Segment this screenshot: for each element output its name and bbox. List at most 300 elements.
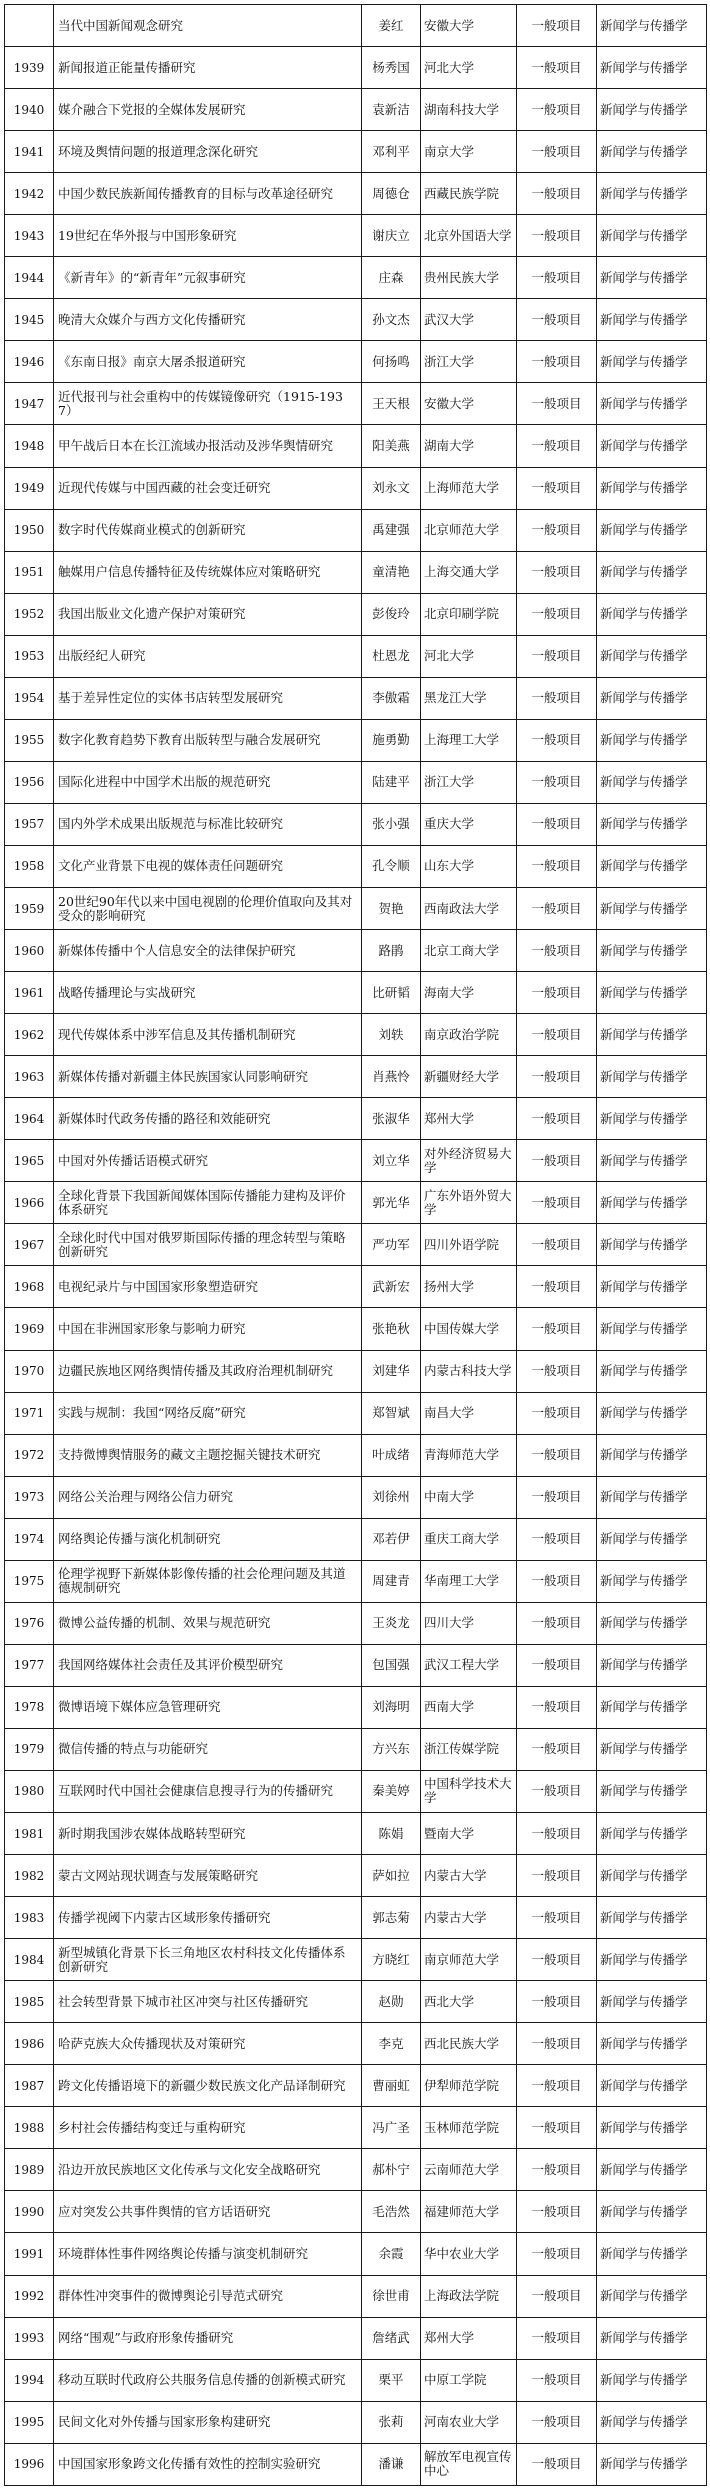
project-title-cell: 数字化教育趋势下教育出版转型与融合发展研究 — [54, 719, 362, 761]
project-category-cell: 一般项目 — [517, 5, 597, 47]
table-row — [5, 1728, 707, 1770]
project-title-cell: 数字时代传媒商业模式的创新研究 — [54, 509, 362, 551]
institution-cell: 黑龙江大学 — [421, 677, 517, 719]
discipline-cell: 新闻学与传播学 — [597, 593, 707, 635]
project-category-cell: 一般项目 — [517, 2149, 597, 2191]
institution-cell: 南京大学 — [421, 131, 517, 173]
project-category-cell: 一般项目 — [517, 972, 597, 1014]
institution-cell: 北京师范大学 — [421, 509, 517, 551]
project-title-cell: 新媒体传播中个人信息安全的法律保护研究 — [54, 930, 362, 972]
table-row — [5, 89, 707, 131]
discipline-cell: 新闻学与传播学 — [597, 2443, 707, 2485]
principal-investigator-cell: 包国强 — [362, 1644, 421, 1686]
table-row — [5, 2401, 707, 2443]
serial-number-cell: 1970 — [5, 1350, 54, 1392]
serial-number-cell: 1960 — [5, 930, 54, 972]
project-category-cell: 一般项目 — [517, 509, 597, 551]
project-category-cell: 一般项目 — [517, 1770, 597, 1812]
project-title-cell: 新时期我国涉农媒体战略转型研究 — [54, 1813, 362, 1855]
serial-number-cell: 1964 — [5, 1098, 54, 1140]
institution-cell: 重庆工商大学 — [421, 1518, 517, 1560]
project-category-cell: 一般项目 — [517, 887, 597, 929]
institution-cell: 上海师范大学 — [421, 467, 517, 509]
serial-number-cell: 1965 — [5, 1140, 54, 1182]
principal-investigator-cell: 潘谦 — [362, 2443, 421, 2485]
institution-cell: 四川外语学院 — [421, 1224, 517, 1266]
table-row — [5, 1644, 707, 1686]
project-title-cell: 环境群体性事件网络舆论传播与演变机制研究 — [54, 2233, 362, 2275]
discipline-cell: 新闻学与传播学 — [597, 2275, 707, 2317]
project-title-cell: 基于差异性定位的实体书店转型发展研究 — [54, 677, 362, 719]
institution-cell: 安徽大学 — [421, 383, 517, 425]
table-row — [5, 131, 707, 173]
discipline-cell: 新闻学与传播学 — [597, 1392, 707, 1434]
project-category-cell: 一般项目 — [517, 2401, 597, 2443]
discipline-cell: 新闻学与传播学 — [597, 1098, 707, 1140]
principal-investigator-cell: 张小强 — [362, 803, 421, 845]
table-row — [5, 887, 707, 929]
project-category-cell: 一般项目 — [517, 677, 597, 719]
principal-investigator-cell: 袁新洁 — [362, 89, 421, 131]
serial-number-cell: 1966 — [5, 1182, 54, 1224]
discipline-cell: 新闻学与传播学 — [597, 1518, 707, 1560]
discipline-cell: 新闻学与传播学 — [597, 1476, 707, 1518]
table-row — [5, 2275, 707, 2317]
project-category-cell: 一般项目 — [517, 2359, 597, 2401]
project-title-cell: 全球化背景下我国新闻媒体国际传播能力建构及评价体系研究 — [54, 1182, 362, 1224]
principal-investigator-cell: 徐世甫 — [362, 2275, 421, 2317]
institution-cell: 扬州大学 — [421, 1266, 517, 1308]
project-title-cell: 近代报刊与社会重构中的传媒镜像研究（1915-1937） — [54, 383, 362, 425]
table-row — [5, 1602, 707, 1644]
serial-number-cell: 1948 — [5, 425, 54, 467]
project-category-cell: 一般项目 — [517, 2191, 597, 2233]
serial-number-cell: 1987 — [5, 2065, 54, 2107]
institution-cell: 河南农业大学 — [421, 2401, 517, 2443]
project-title-cell: 微信传播的特点与功能研究 — [54, 1728, 362, 1770]
serial-number-cell: 1954 — [5, 677, 54, 719]
discipline-cell: 新闻学与传播学 — [597, 1014, 707, 1056]
table-row — [5, 635, 707, 677]
project-title-cell: 媒介融合下党报的全媒体发展研究 — [54, 89, 362, 131]
project-category-cell: 一般项目 — [517, 1098, 597, 1140]
principal-investigator-cell: 毛浩然 — [362, 2191, 421, 2233]
serial-number-cell: 1978 — [5, 1686, 54, 1728]
serial-number-cell: 1956 — [5, 761, 54, 803]
project-category-cell: 一般项目 — [517, 2107, 597, 2149]
project-category-cell: 一般项目 — [517, 215, 597, 257]
serial-number-cell: 1986 — [5, 2023, 54, 2065]
project-category-cell: 一般项目 — [517, 1392, 597, 1434]
principal-investigator-cell: 童清艳 — [362, 551, 421, 593]
principal-investigator-cell: 贺艳 — [362, 887, 421, 929]
project-title-cell: 中国少数民族新闻传播教育的目标与改革途径研究 — [54, 173, 362, 215]
institution-cell: 暨南大学 — [421, 1813, 517, 1855]
discipline-cell: 新闻学与传播学 — [597, 2065, 707, 2107]
project-category-cell: 一般项目 — [517, 2443, 597, 2485]
institution-cell: 上海政法学院 — [421, 2275, 517, 2317]
project-category-cell: 一般项目 — [517, 341, 597, 383]
principal-investigator-cell: 余霞 — [362, 2233, 421, 2275]
project-category-cell: 一般项目 — [517, 2065, 597, 2107]
project-category-cell: 一般项目 — [517, 2023, 597, 2065]
table-row — [5, 1981, 707, 2023]
principal-investigator-cell: 王炎龙 — [362, 1602, 421, 1644]
institution-cell: 玉林师范学院 — [421, 2107, 517, 2149]
serial-number-cell: 1951 — [5, 551, 54, 593]
project-title-cell: 晚清大众媒介与西方文化传播研究 — [54, 299, 362, 341]
table-row — [5, 257, 707, 299]
serial-number-cell: 1988 — [5, 2107, 54, 2149]
table-row — [5, 2443, 707, 2485]
institution-cell: 内蒙古大学 — [421, 1855, 517, 1897]
discipline-cell: 新闻学与传播学 — [597, 1350, 707, 1392]
project-title-cell: 新型城镇化背景下长三角地区农村科技文化传播体系创新研究 — [54, 1939, 362, 1981]
serial-number-cell: 1953 — [5, 635, 54, 677]
project-title-cell: 支持微博舆情服务的藏文主题挖掘关键技术研究 — [54, 1434, 362, 1476]
institution-cell: 中南大学 — [421, 1476, 517, 1518]
principal-investigator-cell: 庄森 — [362, 257, 421, 299]
project-title-cell: 互联网时代中国社会健康信息搜寻行为的传播研究 — [54, 1770, 362, 1812]
table-row — [5, 2065, 707, 2107]
principal-investigator-cell: 王天根 — [362, 383, 421, 425]
principal-investigator-cell: 周建青 — [362, 1560, 421, 1602]
discipline-cell: 新闻学与传播学 — [597, 1560, 707, 1602]
principal-investigator-cell: 比研韬 — [362, 972, 421, 1014]
table-row — [5, 2191, 707, 2233]
serial-number-cell: 1946 — [5, 341, 54, 383]
discipline-cell: 新闻学与传播学 — [597, 1813, 707, 1855]
project-category-cell: 一般项目 — [517, 1266, 597, 1308]
institution-cell: 郑州大学 — [421, 1098, 517, 1140]
institution-cell: 华南理工大学 — [421, 1560, 517, 1602]
principal-investigator-cell: 萨如拉 — [362, 1855, 421, 1897]
table-row — [5, 1392, 707, 1434]
table-row — [5, 2233, 707, 2275]
institution-cell: 河北大学 — [421, 635, 517, 677]
institution-cell: 郑州大学 — [421, 2317, 517, 2359]
institution-cell: 上海理工大学 — [421, 719, 517, 761]
table-row — [5, 1098, 707, 1140]
principal-investigator-cell: 刘海明 — [362, 1686, 421, 1728]
principal-investigator-cell: 施勇勤 — [362, 719, 421, 761]
principal-investigator-cell: 刘立华 — [362, 1140, 421, 1182]
principal-investigator-cell: 郭光华 — [362, 1182, 421, 1224]
table-row — [5, 2317, 707, 2359]
table-row — [5, 677, 707, 719]
institution-cell: 浙江大学 — [421, 761, 517, 803]
serial-number-cell: 1977 — [5, 1644, 54, 1686]
institution-cell: 贵州民族大学 — [421, 257, 517, 299]
serial-number-cell: 1949 — [5, 467, 54, 509]
serial-number-cell: 1959 — [5, 887, 54, 929]
discipline-cell: 新闻学与传播学 — [597, 677, 707, 719]
discipline-cell: 新闻学与传播学 — [597, 341, 707, 383]
serial-number-cell: 1941 — [5, 131, 54, 173]
project-category-cell: 一般项目 — [517, 1476, 597, 1518]
principal-investigator-cell: 姜红 — [362, 5, 421, 47]
principal-investigator-cell: 邓若伊 — [362, 1518, 421, 1560]
principal-investigator-cell: 陆建平 — [362, 761, 421, 803]
project-category-cell: 一般项目 — [517, 719, 597, 761]
discipline-cell: 新闻学与传播学 — [597, 1308, 707, 1350]
institution-cell: 青海师范大学 — [421, 1434, 517, 1476]
project-category-cell: 一般项目 — [517, 1560, 597, 1602]
principal-investigator-cell: 刘徐州 — [362, 1476, 421, 1518]
serial-number-cell: 1957 — [5, 803, 54, 845]
project-category-cell: 一般项目 — [517, 1602, 597, 1644]
principal-investigator-cell: 陈娟 — [362, 1813, 421, 1855]
project-category-cell: 一般项目 — [517, 383, 597, 425]
project-title-cell: 近现代传媒与中国西藏的社会变迁研究 — [54, 467, 362, 509]
table-row — [5, 1560, 707, 1602]
institution-cell: 西南政法大学 — [421, 887, 517, 929]
project-title-cell: 我国出版业文化遗产保护对策研究 — [54, 593, 362, 635]
table-row — [5, 2107, 707, 2149]
principal-investigator-cell: 孔令顺 — [362, 845, 421, 887]
institution-cell: 武汉大学 — [421, 299, 517, 341]
serial-number-cell: 1939 — [5, 47, 54, 89]
table-row — [5, 2359, 707, 2401]
serial-number-cell: 1955 — [5, 719, 54, 761]
project-title-cell: 20世纪90年代以来中国电视剧的伦理价值取向及其对受众的影响研究 — [54, 887, 362, 929]
table-row — [5, 341, 707, 383]
project-title-cell: 中国在非洲国家形象与影响力研究 — [54, 1308, 362, 1350]
table-row — [5, 467, 707, 509]
project-title-cell: 哈萨克族大众传播现状及对策研究 — [54, 2023, 362, 2065]
project-category-cell: 一般项目 — [517, 2317, 597, 2359]
discipline-cell: 新闻学与传播学 — [597, 1686, 707, 1728]
project-title-cell: 当代中国新闻观念研究 — [54, 5, 362, 47]
serial-number-cell: 1982 — [5, 1855, 54, 1897]
table-row — [5, 2023, 707, 2065]
institution-cell: 西北民族大学 — [421, 2023, 517, 2065]
serial-number-cell: 1992 — [5, 2275, 54, 2317]
project-title-cell: 微博语境下媒体应急管理研究 — [54, 1686, 362, 1728]
table-row — [5, 803, 707, 845]
project-category-cell: 一般项目 — [517, 1939, 597, 1981]
project-category-cell: 一般项目 — [517, 593, 597, 635]
project-title-cell: 全球化时代中国对俄罗斯国际传播的理念转型与策略创新研究 — [54, 1224, 362, 1266]
principal-investigator-cell: 叶成绪 — [362, 1434, 421, 1476]
discipline-cell: 新闻学与传播学 — [597, 89, 707, 131]
project-title-cell: 蒙古文网站现状调查与发展策略研究 — [54, 1855, 362, 1897]
project-title-cell: 电视纪录片与中国国家形象塑造研究 — [54, 1266, 362, 1308]
project-category-cell: 一般项目 — [517, 1855, 597, 1897]
principal-investigator-cell: 杜恩龙 — [362, 635, 421, 677]
institution-cell: 武汉工程大学 — [421, 1644, 517, 1686]
discipline-cell: 新闻学与传播学 — [597, 5, 707, 47]
institution-cell: 解放军电视宣传中心 — [421, 2443, 517, 2485]
institution-cell: 安徽大学 — [421, 5, 517, 47]
project-category-cell: 一般项目 — [517, 2233, 597, 2275]
project-category-cell: 一般项目 — [517, 551, 597, 593]
project-category-cell: 一般项目 — [517, 299, 597, 341]
discipline-cell: 新闻学与传播学 — [597, 1644, 707, 1686]
project-title-cell: 沿边开放民族地区文化传承与文化安全战略研究 — [54, 2149, 362, 2191]
serial-number-cell: 1983 — [5, 1897, 54, 1939]
serial-number-cell: 1969 — [5, 1308, 54, 1350]
serial-number-cell: 1961 — [5, 972, 54, 1014]
principal-investigator-cell: 邓利平 — [362, 131, 421, 173]
table-row — [5, 215, 707, 257]
project-category-cell: 一般项目 — [517, 131, 597, 173]
discipline-cell: 新闻学与传播学 — [597, 1897, 707, 1939]
discipline-cell: 新闻学与传播学 — [597, 551, 707, 593]
project-title-cell: 国际化进程中中国学术出版的规范研究 — [54, 761, 362, 803]
table-row — [5, 1308, 707, 1350]
table-row — [5, 1855, 707, 1897]
project-title-cell: 网络公关治理与网络公信力研究 — [54, 1476, 362, 1518]
project-category-cell: 一般项目 — [517, 1350, 597, 1392]
table-row — [5, 383, 707, 425]
institution-cell: 中原工学院 — [421, 2359, 517, 2401]
institution-cell: 南昌大学 — [421, 1392, 517, 1434]
table-row — [5, 761, 707, 803]
serial-number-cell: 1971 — [5, 1392, 54, 1434]
project-category-cell: 一般项目 — [517, 1897, 597, 1939]
serial-number-cell: 1968 — [5, 1266, 54, 1308]
discipline-cell: 新闻学与传播学 — [597, 467, 707, 509]
serial-number-cell: 1993 — [5, 2317, 54, 2359]
project-title-cell: 中国国家形象跨文化传播有效性的控制实验研究 — [54, 2443, 362, 2485]
serial-number-cell: 1976 — [5, 1602, 54, 1644]
project-title-cell: 实践与规制：我国“网络反腐”研究 — [54, 1392, 362, 1434]
project-title-cell: 触媒用户信息传播特征及传统媒体应对策略研究 — [54, 551, 362, 593]
project-title-cell: 环境及舆情问题的报道理念深化研究 — [54, 131, 362, 173]
project-title-cell: 新闻报道正能量传播研究 — [54, 47, 362, 89]
table-row — [5, 1939, 707, 1981]
discipline-cell: 新闻学与传播学 — [597, 2317, 707, 2359]
project-title-cell: 边疆民族地区网络舆情传播及其政府治理机制研究 — [54, 1350, 362, 1392]
principal-investigator-cell: 李傲霜 — [362, 677, 421, 719]
principal-investigator-cell: 武新宏 — [362, 1266, 421, 1308]
project-category-cell: 一般项目 — [517, 1518, 597, 1560]
project-category-cell: 一般项目 — [517, 1644, 597, 1686]
principal-investigator-cell: 孙文杰 — [362, 299, 421, 341]
project-category-cell: 一般项目 — [517, 1182, 597, 1224]
principal-investigator-cell: 阳美燕 — [362, 425, 421, 467]
table-row — [5, 47, 707, 89]
serial-number-cell: 1995 — [5, 2401, 54, 2443]
discipline-cell: 新闻学与传播学 — [597, 2359, 707, 2401]
discipline-cell: 新闻学与传播学 — [597, 2023, 707, 2065]
discipline-cell: 新闻学与传播学 — [597, 47, 707, 89]
institution-cell: 湖南大学 — [421, 425, 517, 467]
institution-cell: 新疆财经大学 — [421, 1056, 517, 1098]
table-row — [5, 1140, 707, 1182]
serial-number-cell: 1962 — [5, 1014, 54, 1056]
serial-number-cell: 1943 — [5, 215, 54, 257]
serial-number-cell: 1989 — [5, 2149, 54, 2191]
principal-investigator-cell: 肖燕怜 — [362, 1056, 421, 1098]
project-title-cell: 传播学视阈下内蒙古区域形象传播研究 — [54, 1897, 362, 1939]
project-category-cell: 一般项目 — [517, 47, 597, 89]
institution-cell: 中国传媒大学 — [421, 1308, 517, 1350]
institution-cell: 北京工商大学 — [421, 930, 517, 972]
serial-number-cell: 1975 — [5, 1560, 54, 1602]
project-category-cell: 一般项目 — [517, 467, 597, 509]
serial-number-cell: 1974 — [5, 1518, 54, 1560]
serial-number-cell: 1942 — [5, 173, 54, 215]
principal-investigator-cell: 张淑华 — [362, 1098, 421, 1140]
discipline-cell: 新闻学与传播学 — [597, 383, 707, 425]
institution-cell: 伊犁师范学院 — [421, 2065, 517, 2107]
principal-investigator-cell: 周德仓 — [362, 173, 421, 215]
institution-cell: 南京政治学院 — [421, 1014, 517, 1056]
principal-investigator-cell: 赵勋 — [362, 1981, 421, 2023]
project-title-cell: 现代传媒体系中涉军信息及其传播机制研究 — [54, 1014, 362, 1056]
discipline-cell: 新闻学与传播学 — [597, 930, 707, 972]
project-category-cell: 一般项目 — [517, 930, 597, 972]
institution-cell: 内蒙古大学 — [421, 1897, 517, 1939]
institution-cell: 山东大学 — [421, 845, 517, 887]
principal-investigator-cell: 方晓红 — [362, 1939, 421, 1981]
project-category-cell: 一般项目 — [517, 635, 597, 677]
institution-cell: 南京师范大学 — [421, 1939, 517, 1981]
project-title-cell: 民间文化对外传播与国家形象构建研究 — [54, 2401, 362, 2443]
discipline-cell: 新闻学与传播学 — [597, 845, 707, 887]
institution-cell: 四川大学 — [421, 1602, 517, 1644]
project-title-cell: 战略传播理论与实战研究 — [54, 972, 362, 1014]
serial-number-cell: 1940 — [5, 89, 54, 131]
institution-cell: 西南大学 — [421, 1686, 517, 1728]
table-row — [5, 1770, 707, 1812]
project-category-cell: 一般项目 — [517, 1981, 597, 2023]
principal-investigator-cell: 曹丽虹 — [362, 2065, 421, 2107]
institution-cell: 重庆大学 — [421, 803, 517, 845]
table-row — [5, 1434, 707, 1476]
project-category-cell: 一般项目 — [517, 845, 597, 887]
institution-cell: 湖南科技大学 — [421, 89, 517, 131]
discipline-cell: 新闻学与传播学 — [597, 299, 707, 341]
project-title-cell: 《东南日报》南京大屠杀报道研究 — [54, 341, 362, 383]
table-row — [5, 1813, 707, 1855]
discipline-cell: 新闻学与传播学 — [597, 2191, 707, 2233]
table-row — [5, 5, 707, 47]
table-row — [5, 1686, 707, 1728]
table-row — [5, 1897, 707, 1939]
project-category-cell: 一般项目 — [517, 1686, 597, 1728]
discipline-cell: 新闻学与传播学 — [597, 1728, 707, 1770]
institution-cell: 浙江大学 — [421, 341, 517, 383]
table-row — [5, 509, 707, 551]
serial-number-cell: 1979 — [5, 1728, 54, 1770]
serial-number-cell: 1967 — [5, 1224, 54, 1266]
table-row — [5, 1182, 707, 1224]
discipline-cell: 新闻学与传播学 — [597, 972, 707, 1014]
table-row — [5, 1056, 707, 1098]
discipline-cell: 新闻学与传播学 — [597, 1224, 707, 1266]
principal-investigator-cell: 秦美婷 — [362, 1770, 421, 1812]
table-row — [5, 551, 707, 593]
project-title-cell: 应对突发公共事件舆情的官方话语研究 — [54, 2191, 362, 2233]
project-title-cell: 新媒体传播对新疆主体民族国家认同影响研究 — [54, 1056, 362, 1098]
institution-cell: 福建师范大学 — [421, 2191, 517, 2233]
institution-cell: 西北大学 — [421, 1981, 517, 2023]
discipline-cell: 新闻学与传播学 — [597, 719, 707, 761]
project-title-cell: 国内外学术成果出版规范与标准比较研究 — [54, 803, 362, 845]
project-category-cell: 一般项目 — [517, 1056, 597, 1098]
project-title-cell: 19世纪在华外报与中国形象研究 — [54, 215, 362, 257]
principal-investigator-cell: 张艳秋 — [362, 1308, 421, 1350]
project-category-cell: 一般项目 — [517, 803, 597, 845]
project-title-cell: 伦理学视野下新媒体影像传播的社会伦理问题及其道德规制研究 — [54, 1560, 362, 1602]
principal-investigator-cell: 郑智斌 — [362, 1392, 421, 1434]
serial-number-cell: 1958 — [5, 845, 54, 887]
table-row — [5, 845, 707, 887]
project-title-cell: 中国对外传播话语模式研究 — [54, 1140, 362, 1182]
